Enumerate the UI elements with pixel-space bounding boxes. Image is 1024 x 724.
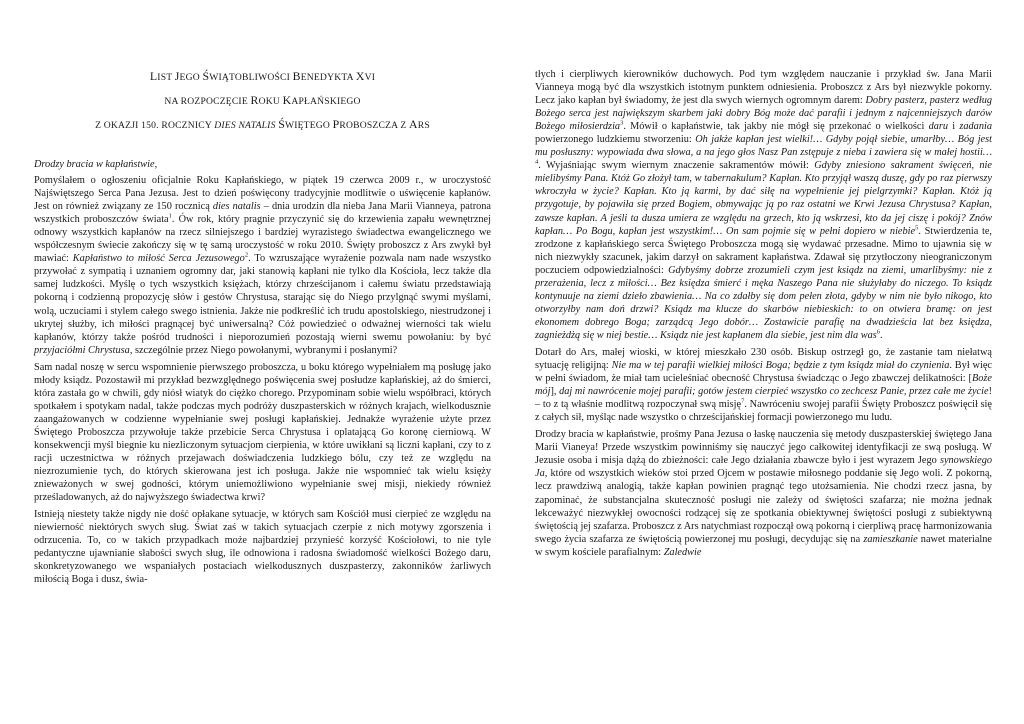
right-column [535,68,992,559]
text-run: . Nawróceniu swojej parafii Święty Proboszcz poświęcił się z całych sił, myśląc nade wszystko o chrześcijańskiej formacji powierzonego mu ludu. [535,399,992,424]
text-run: , które od wszystkich wieków stoi przed Ojcem w postawie miłosnego poddanie się Jego woli. Z pokorną, lecz prawdziwą analogią, także kapłan powinien pragnąć tego utożsamienia. Nie chodzi rzecz jasna, by zapominać, że substancjalna skuteczność posługi nie zależy od świętości szafarza; nie można jednak lekceważyć niezwykłej owocności rodzącej się ze spotkania obiektywnej świętości posługi z subiektywną świętością jej szafarza. Proboszcz z Ars natychmiast rozpoczął ową pokorną i cierpliwą pracę harmonizowania swego życia szafarza ze świętością powierzonej mu posługi, decydując się na [535,468,992,545]
title-text-3a: Z OKAZJI 150. ROCZNICY [95,120,212,131]
footnote-ref-2: 2 [244,251,249,259]
text-run: . Ów rok, który pragnie przyczynić się do krzewienia zapału wewnętrznej odnowy wszystkich kapłanów na rzecz silniejszego i bardziej wyrazistego świadectwa ewangelicznego we współczesnym świecie zakończy się w tę samą uroczystość w roku 2010. Święty proboszcz z Ars zwykł był mawiać: [34,214,491,265]
footnote-ref-1: 1 [168,212,172,220]
title-line-1 [34,70,491,84]
italic-run: Nie ma w tej parafii wielkiej miłości Boga; będzie z tym ksiądz miał do czynienia [611,360,950,372]
text-run: ], [550,386,560,398]
text-run: . To wzruszające wyrażenie pozwala nam nade wszystko przywołać z sympatią i uznaniem ogromny dar, jaki stanowią kapłani nie tylko dla Kościoła, lecz także dla samej ludzkości. Myślę o tych wszystkich księżach, którzy chrześcijanom i całemu światu przedstawiają pokorną i codzienną propozycję słów i gestów Chrystusa, starając się do Niego przylgnąć swymi myślami, wolą, uczuciami i stylem całego swego istnienia. Jakże nie podkreślić ich trudu apostolskiego, niestrudzonej i ukrytej służby, ich miłości pragnącej być uniwersalną? Cóż powiedzieć o odważnej wierności tak wielu kapłanów, którzy także pośród trudności i nieporozumień pozostają wierni swemu powołaniu: by być [34,253,491,343]
text-run: Drodzy bracia w kapłaństwie, prośmy Pana Jezusa o łaskę nauczenia się metody duszpasterskiej świętego Jana Marii Vianeya! Przede wszystkim powinniśmy się nauczyć jego całkowitej identyfikacji ze swą posługą. W Jezusie osoba i misja dążą do zbieżności: całe Jego działania zbawcze było i jest wyrazem Jego [535,429,992,467]
italic-run: Oh jakże kapłan jest wielki!… Gdyby pojął siebie, umarłby… Bóg jest mu posłuszny: wypowiada dwa słowa, a na jego głos Nasz Pan zstępuje z nieba i zawiera się w małej hostii… [535,134,992,159]
footnote-ref-3: 3 [620,119,624,127]
italic-run: synowskiego Ja [535,455,992,480]
italic-run: zadania [959,121,992,133]
salutation: Drodzy bracia w kapłaństwie, [34,159,158,170]
italic-run: daru [928,121,949,133]
text-run: . Wyjaśniając swym wiernym znaczenie sakramentów mówił: [538,160,815,172]
italic-run: Boże mój [535,373,992,398]
left-paragraph-1 [34,174,491,357]
italic-run: Zaledwie [663,546,702,558]
italic-run: dies natalis [212,201,261,213]
text-run: Pomyślałem o ogłoszeniu oficjalnie Roku Kapłańskiego, w piątek 19 czerwca 2009 r., w uroczystość Najświętszego Serca Pana Jezusa. Jest to dzień poświęcony tradycyjnie modlitwie o uświęcenie kapłanów. Jest on również związany ze 150 rocznicą [34,175,491,213]
italic-run: zamieszkanie [863,533,918,545]
footnote-ref-7: 7 [741,397,745,405]
italic-run: Dobry pasterz, pasterz według Bożego serca jest największym skarbem jaki dobry Bóg może dać parafii i jednym z najcenniejszych darów Bożego miłosierdzia [535,95,992,133]
title-text-3b: ŚWIĘTEGO PROBOSZCZA Z ARS [278,117,430,131]
italic-run: Kapłaństwo to miłość Serca Jezusowego [72,253,245,265]
italic-run: przyjaciółmi Chrystusa [34,344,130,356]
left-paragraph-2: Sam nadal noszę w sercu wspomnienie pierwszego proboszcza, u boku którego wypełniałem mą posługę jako młody ksiądz. Pozostawił mi przykład bezwzględnego poświęcenia swej posłudze kapłańskiej, aż do śmierci, która zastała go w chwili, gdy niósł wiatyk do ciężko chorego. Przypominam sobie wielu współbraci, których spotkałem i spotykam nadal, także podczas mych podróży duszpasterskich w różnych krajach, wielkodusznie zaangażowanych w codzienne wypełnianie swej posługi kapłańskiej. Jednakże wyrażenie użyte przez Świętego Proboszcza przywołuje także przebicie Serca Chrystusa i oplatającą Go koronę cierniową. W konsekwencji myśl biegnie ku niezliczonym sytuacjom cierpienia, w które uwikłani są liczni kapłani, czy to z racji uczestnictwa w różnych przejawach doświadczenia ludzkiego bólu, czy też ze względu na niezrozumienie tych, do których skierowana jest ich posługa. Jakże nie wspomnieć tak wielu księży znieważonych w swej godności, którym uniemożliwiono wypełnianie swej misji, niekiedy również prześladowanych, aż do najwyższego świadectwa krwi? [34,361,491,504]
italic-run: daj mi nawrócenie mojej parafii; gotów jestem cierpieć wszystko co zechcesz Panie, przez całe me życie [559,386,989,398]
text-run: tłych i cierpliwych kierowników duchowych. Pod tym względem nauczanie i przykład św. Jana Marii Vianneya mogą być dla wszystkich istotnym punktem odniesienia. Proboszcz z Ars był niezwykle pokorny. Lecz jako kapłan był świadomy, że jest dla swych wiernych ogromnym darem: [535,69,992,107]
text-run: – dnia urodzin dla nieba Jana Marii Vianneya, patrona wszystkich proboszczów świata [34,201,491,226]
footnote-ref-6: 6 [876,328,881,336]
italic-run: Gdybyśmy dobrze zrozumieli czym jest ksiądz na ziemi, umarlibyśmy: nie z przerażenia, lecz z miłości… Bez księdza śmierć i męka Naszego Pana nie służyłaby do niczego. To ksiądz kontynuuje na ziemi dzieło zbawienia… Na co zdałby się dom pełen złota, gdyby w nim nie było nikogo, kto otworzyłby nam doń drzwi? Ksiądz ma klucze do skarbów niebieskich: to on otwiera bramę: on jest ekonomem dobrego Boga; zarządcą Jego dobór… Zostawicie parafię na dwadzieścia lat bez księdza, zagnieżdżą się w niej bestie… Ksiądz nie jest kapłanem dla siebie, jest nim dla was [535,264,993,341]
footnote-ref-5: 5 [915,224,919,232]
right-paragraph-3 [535,428,992,558]
text-run: powierzonego ludzkiemu stworzeniu: [535,134,696,146]
right-paragraph-2 [535,346,992,424]
text-run: . Stwierdzenia te, zrodzone z kapłańskiego serca Świętego Proboszcza mogą się wydawać przesadne. Mimo to ujawnia się w nich niezwykły szacunek, jakim darzył on sakrament kapłaństwa. Zdawał się przytłoczony nieograniczonym poczuciem odpowiedzialności: [535,225,993,276]
left-paragraph-3: Istnieją niestety także nigdy nie dość opłakane sytuacje, w których sam Kościół musi cierpieć ze względu na niewierność niektórych swych sług. Świat zaś w takich sytuacjach czerpie z nich motywy zgorszenia i odrzucenia. To, co w takich przypadkach może najbardziej przynieść korzyść Kościołowi, to nie tyle pedantyczne ujawnianie słabości swych sług, ile odnowiona i radosna świadomość wielkości Bożego daru, skonkretyzowanego we wspaniałych postaciach wielkodusznych duszpasterzy, zakonników żarliwych miłością Boga i dusz, świa- [34,509,491,586]
text-run: Dotarł do Ars, małej wioski, w której mieszkało 230 osób. Biskup ostrzegł go, że zastanie tam niełatwą sytuację religijną: [535,346,992,372]
letter-title [34,70,491,132]
text-run: nawet materialne w swym kościele parafialnym: [535,533,992,558]
left-column [34,64,491,587]
right-paragraph-1 [535,68,992,342]
text-run: i [948,121,960,133]
title-text-3-italic: DIES NATALIS [214,120,276,131]
text-run: . Był więc w pełni świadom, że miał tam ucieleśniać obecność Chrystusa świadcząc o Jego zbawczej delikatności: [ [535,360,992,385]
text-run: , szczególnie przez Niego powołanymi, wybranymi i posłanymi? [129,344,398,356]
text-run: . Mówił o kapłaństwie, tak jakby nie mógł się przekonać o wielkości [623,121,929,133]
title-line-2 [34,94,491,108]
title-text-2: NA ROZPOCZĘCIE ROKU KAPŁAŃSKIEGO [164,93,361,107]
footnote-ref-4: 4 [535,158,539,166]
italic-run: Gdyby zniesiono sakrament święceń, nie mielibyśmy Pana. Któż Go złożył tam, w tabernakulum? Kapłan. Kto przyjął waszą duszę, gdy po raz pierwszy wkroczyła w życie? Kapłan. Kto ją karmi, by dać siłę na wypełnienie jej pielgrzymki? Kapłan. Któż ją przygotuje, by pojawiła się przed Bogiem, obmywając ją po raz ostatni we Krwi Jezusa Chrystusa? Kapłan, zawsze kapłan. A jeśli ta dusza umiera ze względu na grzech, kto ją wskrzesi, kto da jej ciszę i pokój? Znów kapłan… Po Bogu, kapłan jest wszystkim!… On sam pojmie się w pełni dopiero w niebie [535,160,992,237]
title-line-3 [34,118,491,132]
text-run: ! – to z tą właśnie modlitwą rozpoczynał swą misję [535,386,992,411]
title-text-1: LIST JEGO ŚWIĄTOBLIWOŚCI BENEDYKTA XVI [149,69,376,83]
text-run: . [880,329,883,341]
